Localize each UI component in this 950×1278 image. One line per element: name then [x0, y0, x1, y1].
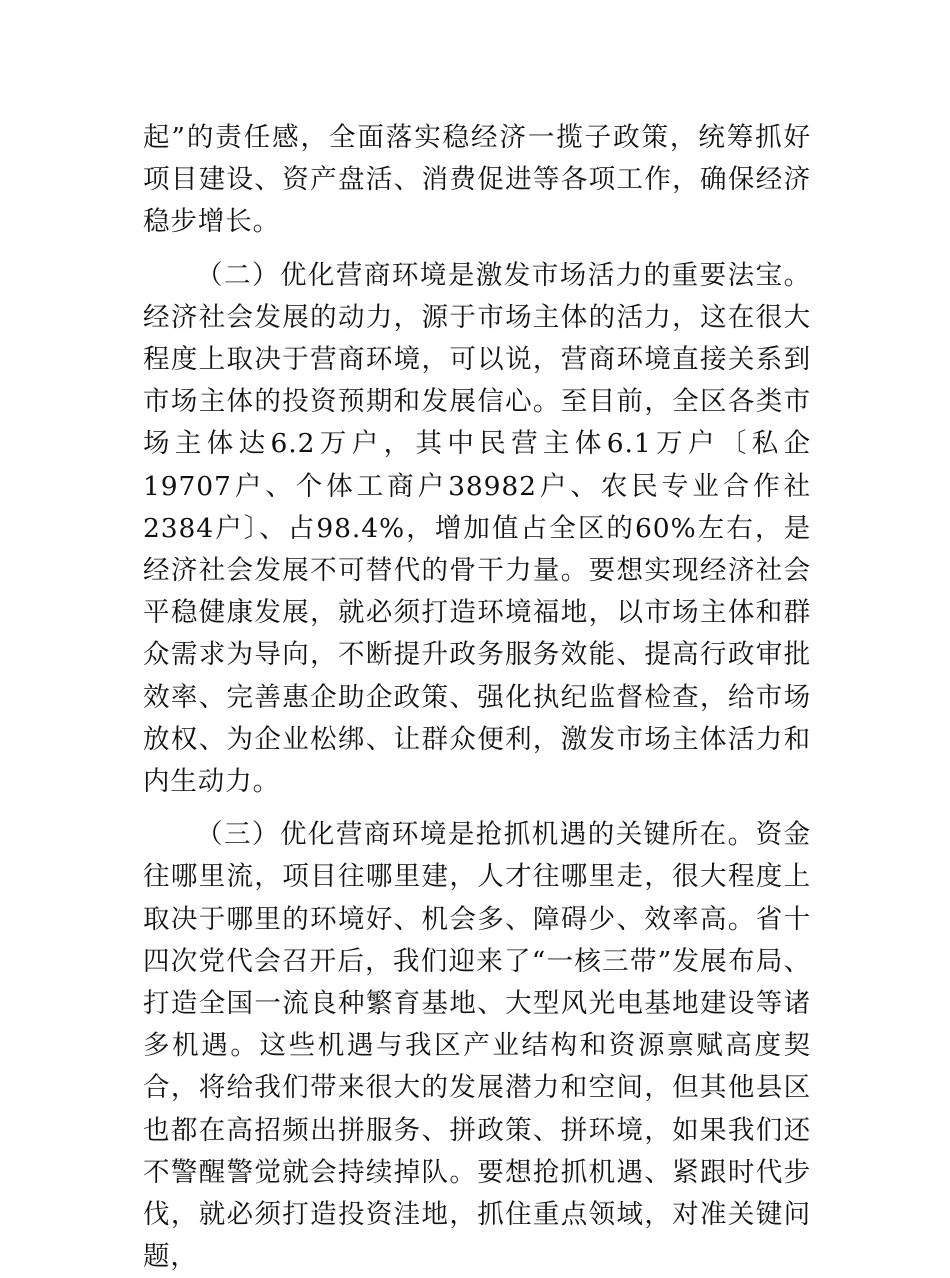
paragraph-section-three: （三）优化营商环境是抢抓机遇的关键所在。资金往哪里流，项目往哪里建，人才往哪里走，很大程度上取决于哪里的环境好、机会多、障碍少、效率高。省十四次党代会召开后，我们迎来了“一核三带”发展布局、打造全国一流良种繁育基地、大型风光电基地建设等诸多机遇。这些机遇与我区产业结构和资源禀赋高度契合，将给我们带来很大的发展潜力和空间，但其他县区也都在高招频出拼服务、拼政策、拼环境，如果我们还不警醒警觉就会持续掉队。要想抢抓机遇、紧跟时代步伐，就必须打造投资洼地，抓住重点领域，对准关键问题，	[143, 819, 811, 1273]
paragraph-section-two: （二）优化营商环境是激发市场活力的重要法宝。经济社会发展的动力，源于市场主体的活力，这在很大程度上取决于营商环境，可以说，营商环境直接关系到市场主体的投资预期和发展信心。至目前，全区各类市场主体达6.2万户，其中民营主体6.1万户〔私企19707户、个体工商户38982户、农民专业合作社2384户〕、占98.4%，增加值占全区的60%左右，是经济社会发展不可替代的骨干力量。要想实现经济社会平稳健康发展，就必须打造环境福地，以市场主体和群众需求为导向，不断提升政务服务效能、提高行政审批效率、完善惠企助企政策、强化执纪监督检查，给市场放权、为企业松绑、让群众便利，激发市场主体活力和内生动力。	[143, 259, 811, 798]
paragraph-continuation: 起”的责任感，全面落实稳经济一揽子政策，统筹抓好项目建设、资产盘活、消费促进等各项工作，确保经济稳步增长。	[143, 122, 811, 238]
body-text	[143, 117, 811, 1278]
